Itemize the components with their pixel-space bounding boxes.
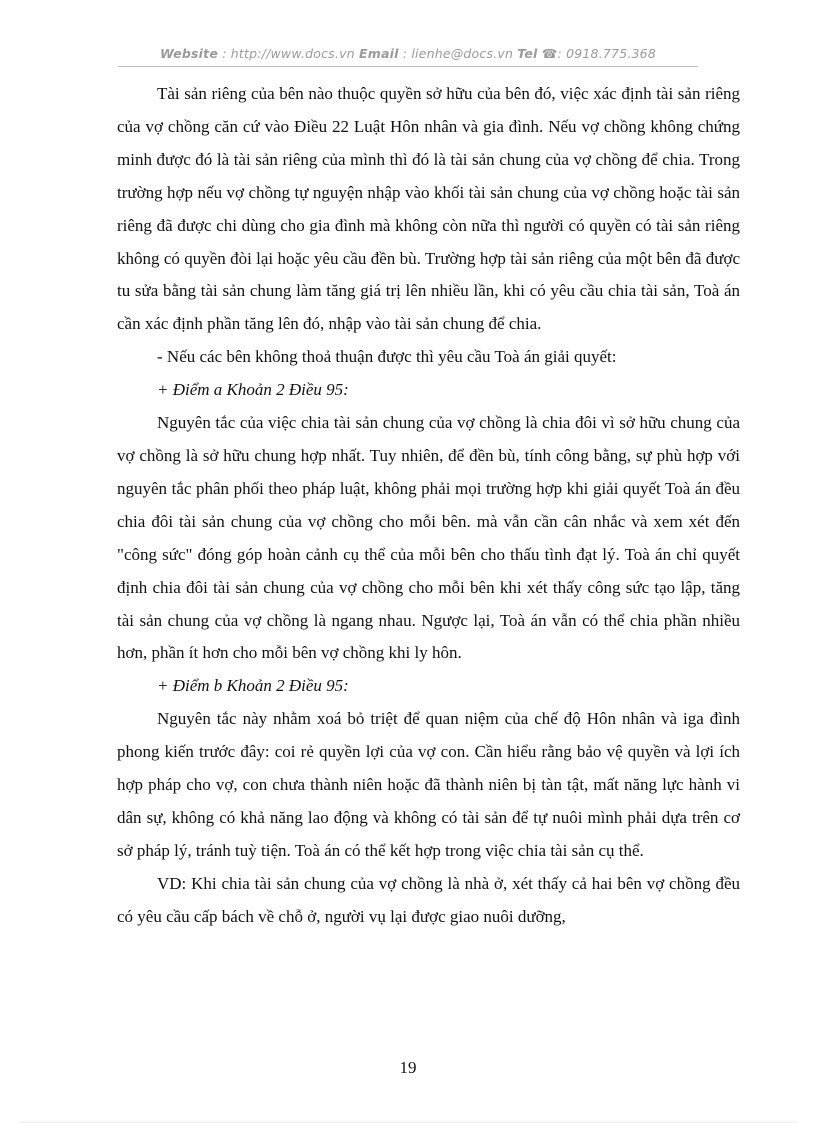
phone-icon: ☎	[541, 46, 558, 61]
page-header	[118, 46, 698, 61]
email-value: : lienhe@docs.vn	[402, 46, 514, 61]
paragraph-point-a: Nguyên tắc của việc chia tài sản chung của vợ chồng là chia đôi vì sở hữu chung của vợ chồng là sở hữu chung hợp nhất. Tuy nhiên, để đền bù, tính công bằng, sự phù hợp với nguyên tắc phân phối theo pháp luật, không phải mọi trường hợp khi giải quyết Toà án đều chia đôi tài sản chung của vợ chồng cho mỗi bên. mà vẫn cần cân nhắc và xem xét đến "công sức" đóng góp hoàn cảnh cụ thể của mỗi bên cho thấu tình đạt lý. Toà án chỉ quyết định chia đôi tài sản chung của vợ chồng cho mỗi bên khi xét thấy công sức tạo lập, tăng tài sản chung của vợ chồng là ngang nhau. Ngược lại, Toà án vẫn có thể chia phần nhiều hơn, phần ít hơn cho mỗi bên vợ chồng khi ly hôn.	[117, 413, 740, 663]
paragraph-court-request: - Nếu các bên không thoả thuận được thì yêu cầu Toà án giải quyết:	[157, 347, 617, 367]
document-body	[117, 78, 740, 934]
email-label: Email	[358, 46, 399, 61]
tel-value: : 0918.775.368	[557, 46, 656, 61]
header-divider	[118, 66, 698, 67]
heading-point-a: + Điểm a Khoản 2 Điều 95:	[157, 380, 349, 400]
paragraph-point-b: Nguyên tắc này nhằm xoá bỏ triệt để quan niệm của chế độ Hôn nhân và iga đình phong kiến trước đây: coi rẻ quyền lợi của vợ con. Cần hiểu rằng bảo vệ quyền và lợi ích hợp pháp cho vợ, con chưa thành niên hoặc đã thành niên bị tàn tật, mất năng lực hành vi dân sự, không có khả năng lao động và không có tài sản để tự nuôi mình phải dựa trên cơ sở pháp lý, tránh tuỳ tiện. Toà án có thể kết hợp trong việc chia tài sản cụ thể.	[117, 709, 740, 860]
website-label: Website	[160, 46, 219, 61]
paragraph-example: VD: Khi chia tài sản chung của vợ chồng là nhà ở, xét thấy cả hai bên vợ chồng đều có yêu cầu cấp bách về chỗ ở, người vụ lại được giao nuôi dưỡng,	[117, 873, 740, 926]
page-number: 19	[399, 1058, 417, 1077]
heading-point-b: + Điểm b Khoản 2 Điều 95:	[157, 676, 349, 696]
website-value: : http://www.docs.vn	[222, 46, 355, 61]
tel-label: Tel	[517, 46, 538, 61]
paragraph-private-property: Tài sản riêng của bên nào thuộc quyền sở hữu của bên đó, việc xác định tài sản riêng của vợ chồng căn cứ vào Điều 22 Luật Hôn nhân và gia đình. Nếu vợ chồng không chứng minh được đó là tài sản riêng của mình thì đó là tài sản chung của vợ chồng để chia. Trong trường hợp nếu vợ chồng tự nguyện nhập vào khối tài sản chung của vợ chồng hoặc tài sản riêng đã được chi dùng cho gia đình mà không còn nữa thì người có quyền có tài sản riêng không có quyền đòi lại hoặc yêu cầu đền bù. Trường hợp tài sản riêng của một bên đã được tu sửa bằng tài sản chung làm tăng giá trị lên nhiều lần, khi có yêu cầu chia tài sản, Toà án cần xác định phần tăng lên đó, nhập vào tài sản chung để chia.	[117, 84, 740, 334]
